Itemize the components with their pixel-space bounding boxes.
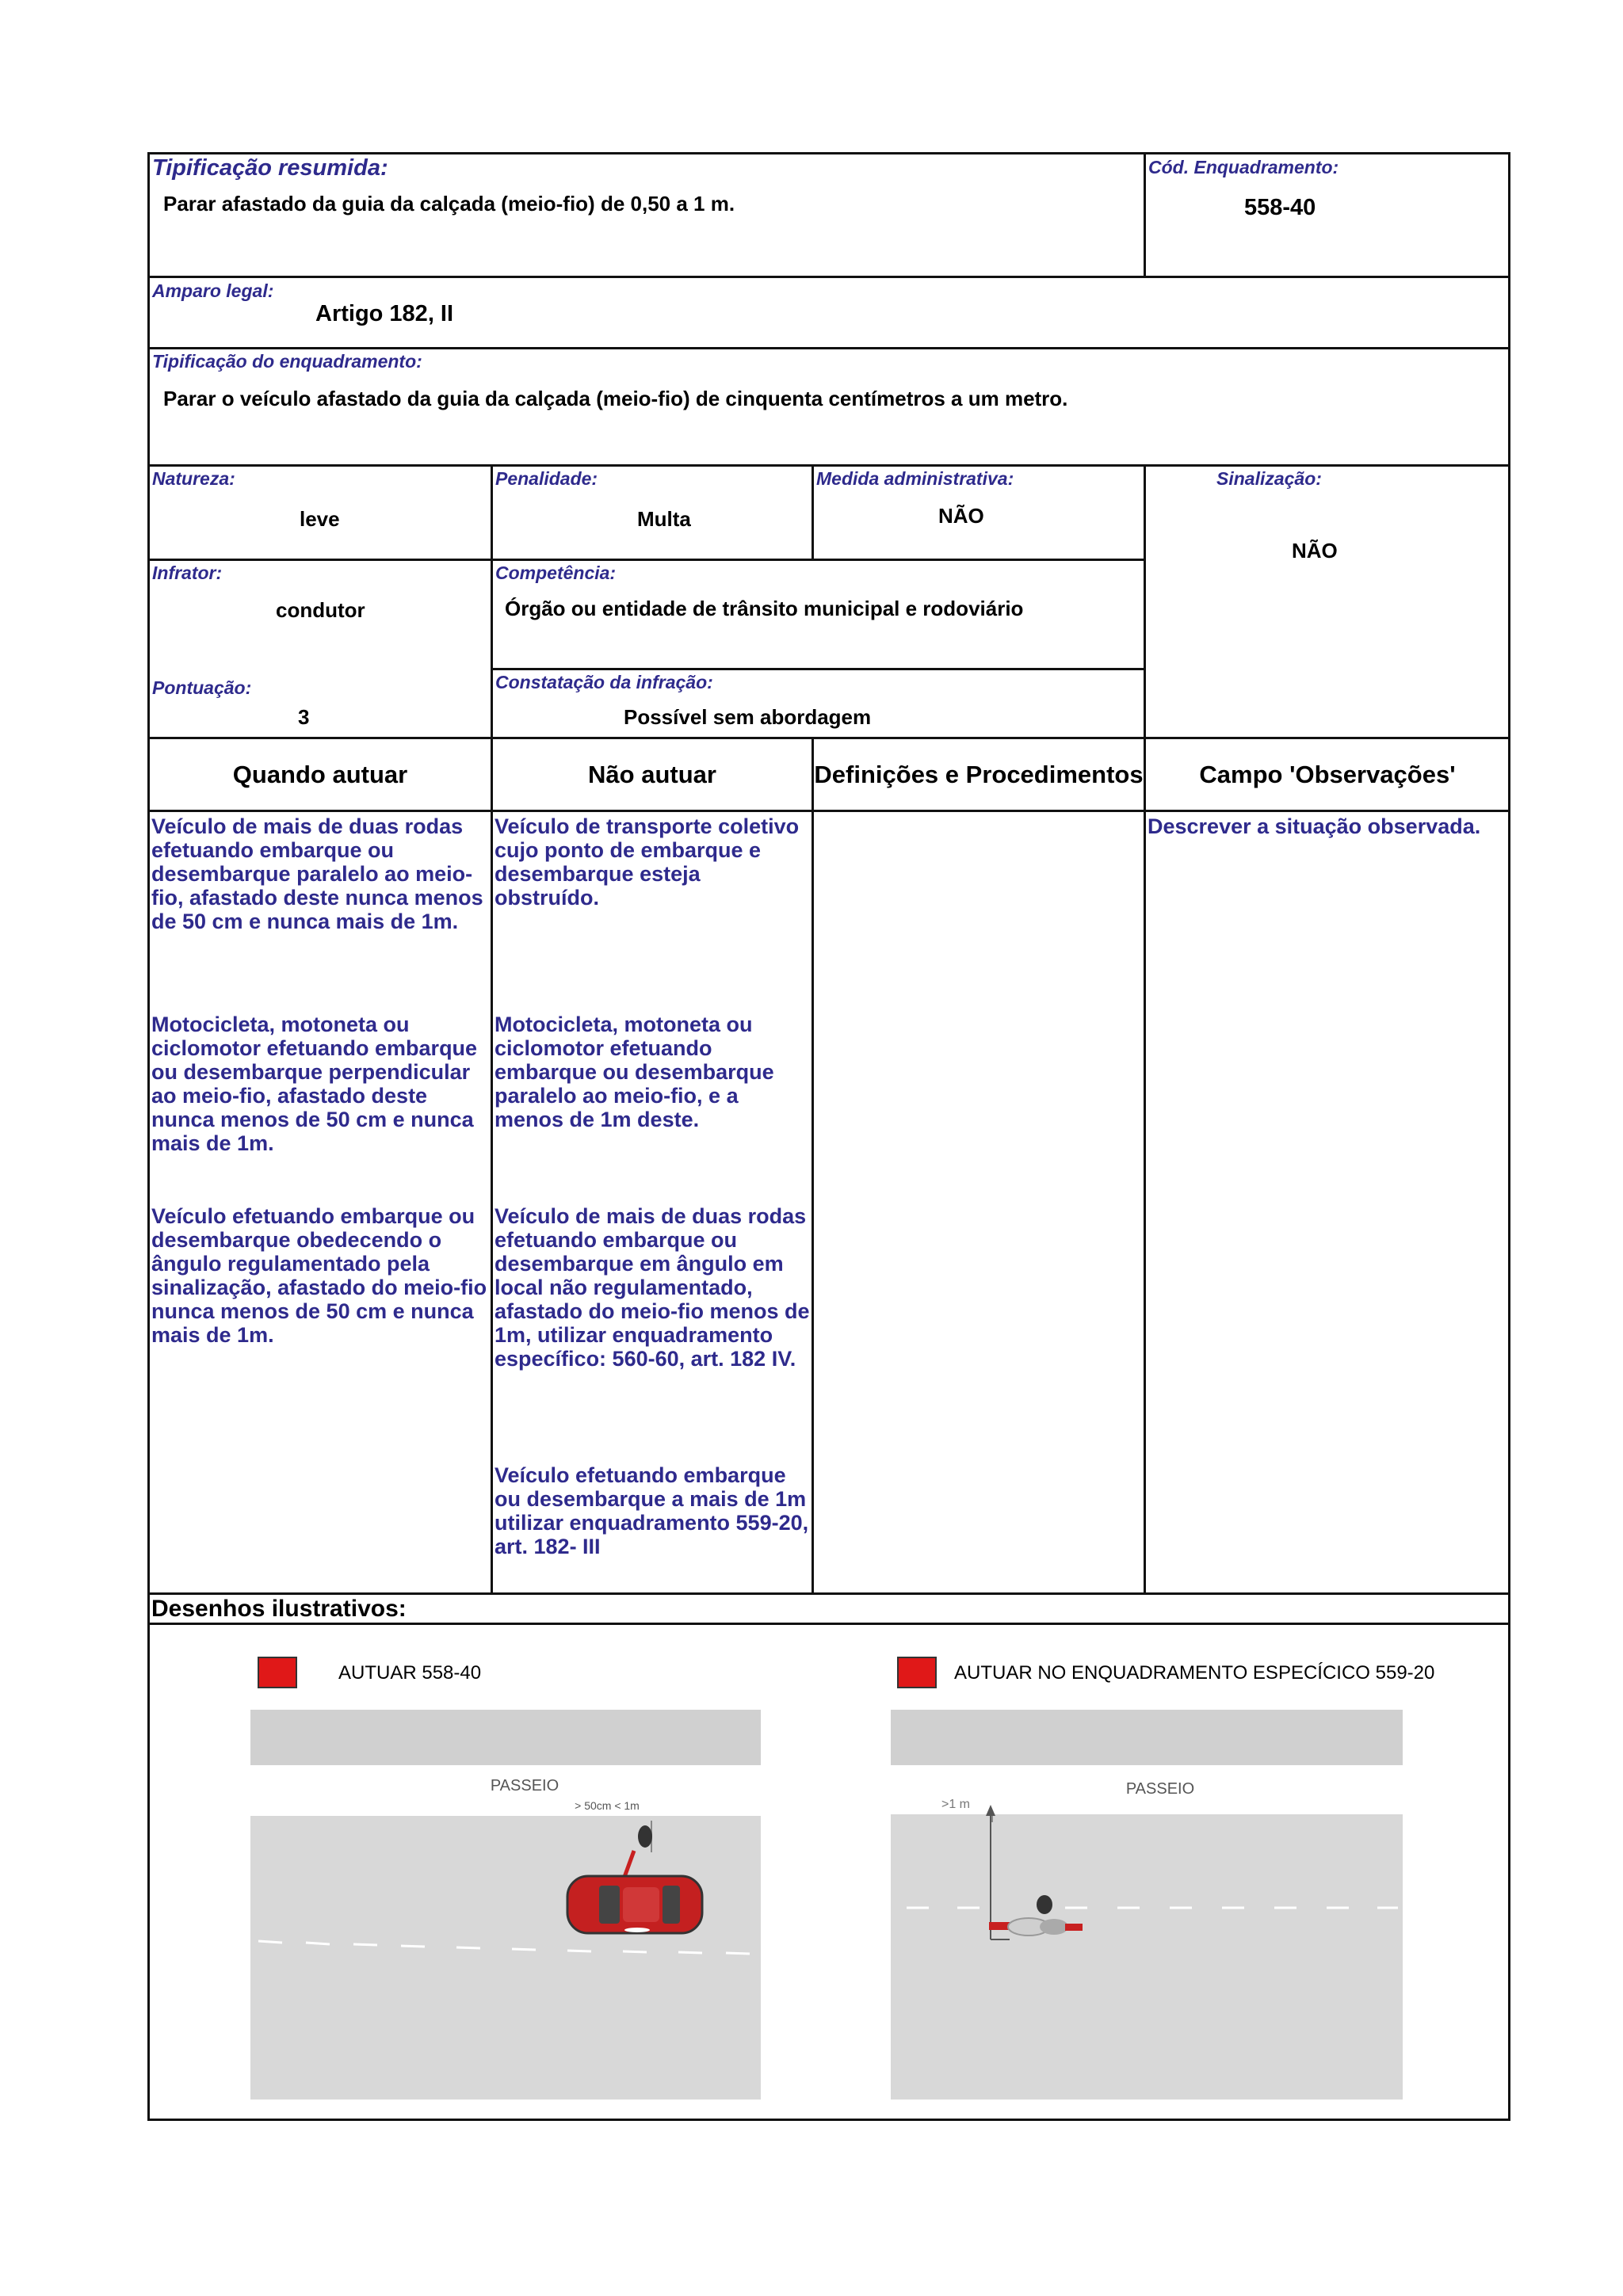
medida-label: Medida administrativa: [816,468,1014,489]
illustration-motorcycle [891,1710,1403,2100]
divider [147,737,1510,739]
divider [147,1592,1510,1595]
observacoes-item: Descrever a situação observada. [1148,814,1481,838]
competencia-value: Órgão ou entidade de trânsito municipal e rodoviário [505,597,1024,620]
header-quando-autuar: Quando autuar [232,761,408,788]
header-definicoes: Definições e Procedimentos [814,761,1144,788]
divider [812,464,814,561]
passeio-label: PASSEIO [1125,1780,1195,1798]
measure-label: >1 m [941,1798,971,1811]
divider [147,810,1510,812]
divider [491,668,1146,670]
nao-item: Veículo efetuando embarque ou desembarque a mais de 1m utilizar enquadramento 559-20, art. 182- III [495,1463,809,1558]
enquadramento-value: Parar o veículo afastado da guia da calçada (meio-fio) de cinquenta centímetros a um metro. [163,387,1068,410]
quando-item: Veículo efetuando embarque ou desembarque obedecendo o ângulo regulamentado pela sinalização, afastado do meio-fio nunca menos de 50 cm e nunca mais de 1m. [151,1204,487,1347]
quando-item: Veículo de mais de duas rodas efetuando embarque ou desembarque paralelo ao meio-fio, afastado deste nunca menos de 50 cm e nunca mais de 1m. [151,814,483,933]
divider [147,1623,1510,1625]
codigo-value: 558-40 [1244,195,1316,220]
tipificacao-label: Tipificação resumida: [152,155,388,181]
header-observacoes: Campo 'Observações' [1199,761,1456,788]
divider [1144,464,1146,1595]
quando-item: Motocicleta, motoneta ou ciclomotor efetuando embarque ou desembarque perpendicular ao meio-fio, afastado deste nunca menos de 50 cm e nunca mais de 1m. [151,1013,478,1155]
constatacao-label: Constatação da infração: [495,672,713,692]
penalidade-value: Multa [637,507,691,531]
legend-red-square [258,1657,297,1688]
medida-value: NÃO [938,504,984,528]
competencia-label: Competência: [495,563,617,583]
legend-left-text: AUTUAR 558-40 [338,1662,482,1684]
divider [812,737,814,1595]
divider [147,559,1146,561]
enquadramento-label: Tipificação do enquadramento: [152,351,422,372]
nao-item: Motocicleta, motoneta ou ciclomotor efetuando embarque ou desembarque paralelo ao meio-fio, e a menos de 1m deste. [495,1013,774,1131]
divider [147,276,1510,278]
infrator-value: condutor [276,598,365,622]
sinalizacao-label: Sinalização: [1216,468,1322,489]
pontuacao-label: Pontuação: [152,677,252,698]
passeio-label: PASSEIO [490,1777,559,1794]
illustration-car [250,1710,761,2100]
codigo-label: Cód. Enquadramento: [1148,157,1339,177]
legend-right-text: AUTUAR NO ENQUADRAMENTO ESPECÍCICO 559-20 [954,1662,1435,1684]
tipificacao-value: Parar afastado da guia da calçada (meio-fio) de 0,50 a 1 m. [163,192,735,215]
measure-label: > 50cm < 1m [575,1799,640,1812]
nao-item: Veículo de transporte coletivo cujo ponto de embarque e desembarque esteja obstruído. [495,814,800,910]
sinalizacao-value: NÃO [1292,539,1338,563]
amparo-value: Artigo 182, II [315,301,454,326]
divider [147,347,1510,349]
divider [491,464,493,1595]
divider [1144,152,1146,278]
natureza-value: leve [300,507,340,531]
divider [147,464,1510,467]
pontuacao-value: 3 [298,705,310,729]
amparo-label: Amparo legal: [152,280,274,301]
legend-red-square [897,1657,937,1688]
header-nao-autuar: Não autuar [588,761,716,788]
infrator-label: Infrator: [152,563,223,583]
nao-item: Veículo de mais de duas rodas efetuando embarque ou desembarque em ângulo em local não regulamentado, afastado do meio-fio menos de 1m, utilizar enquadramento específico: 560-60, art. 182 IV. [495,1204,810,1371]
constatacao-value: Possível sem abordagem [624,705,872,729]
penalidade-label: Penalidade: [495,468,598,489]
desenhos-title: Desenhos ilustrativos: [151,1596,407,1622]
natureza-label: Natureza: [152,468,235,489]
